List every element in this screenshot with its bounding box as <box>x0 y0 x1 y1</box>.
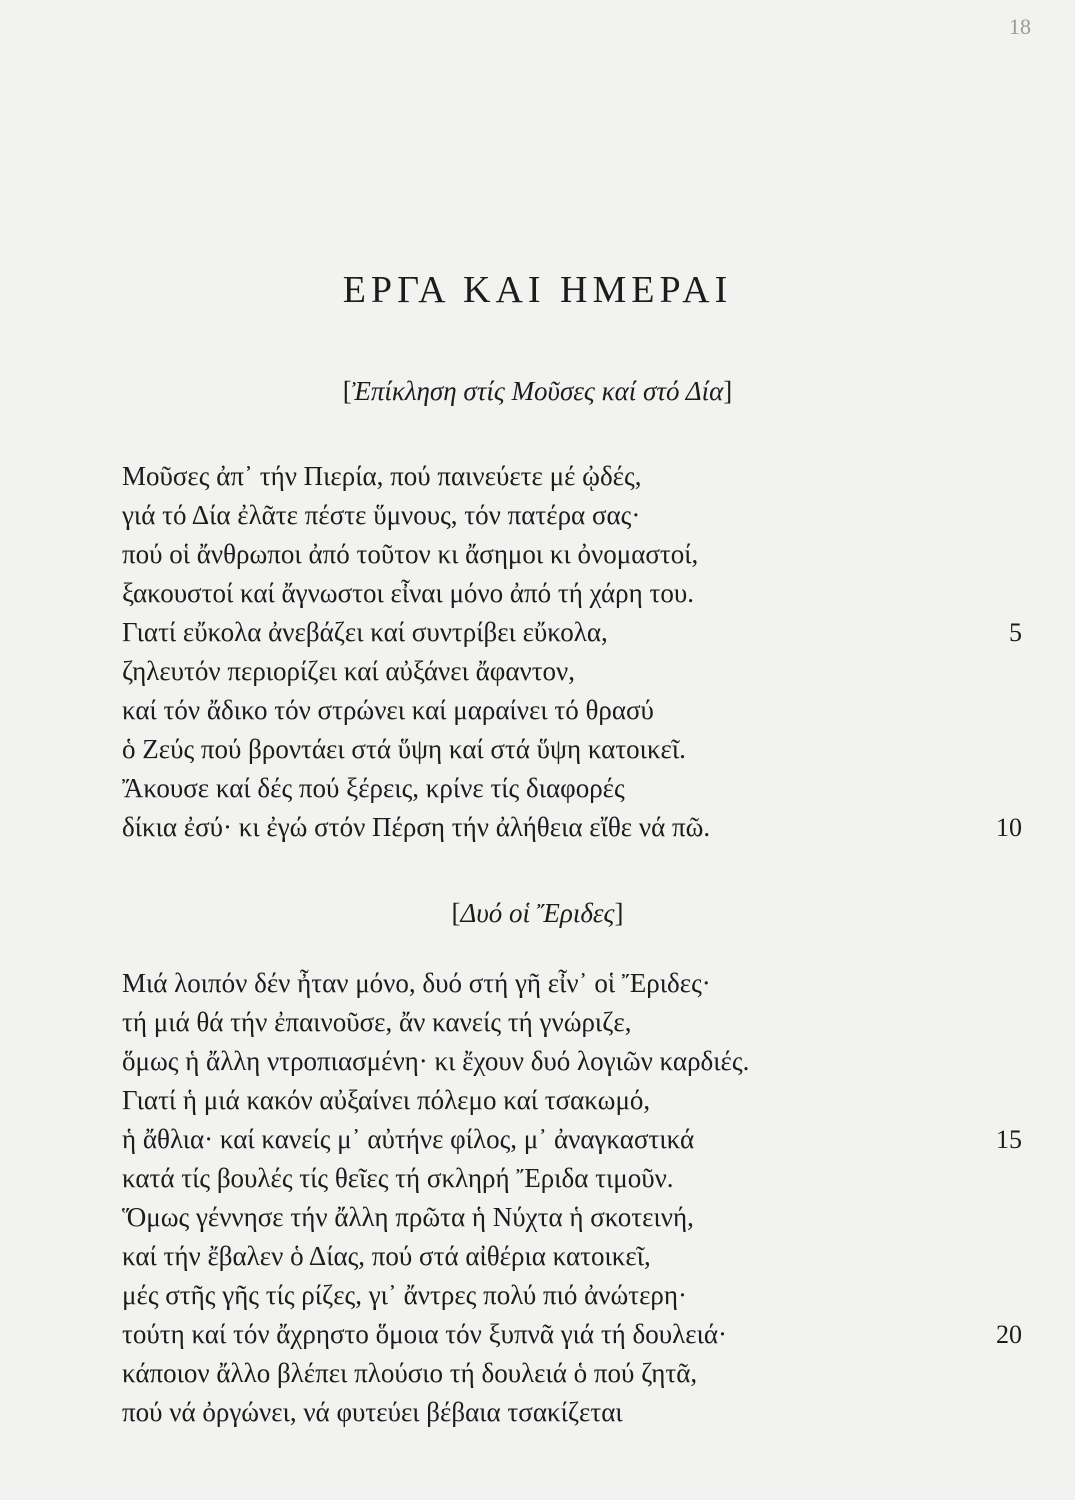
verse-block-invocation <box>122 457 1022 847</box>
verse-line <box>122 1120 1022 1159</box>
verse-line <box>122 613 1022 652</box>
verse-line <box>122 1276 1022 1315</box>
line-number: 5 <box>1009 618 1022 647</box>
verse-line-text: τή μιά θά τήν ἐπαινοῦσε, ἄν κανείς τή γνώριζε, <box>122 1007 632 1037</box>
verse-line-text: καί τόν ἄδικο τόν στρώνει καί μαραίνει τό θρασύ <box>122 695 654 725</box>
verse-line-text: Μιά λοιπόν δέν ἦταν μόνο, δυό στή γῆ εἶν᾽ οἱ Ἔριδες· <box>122 968 711 998</box>
verse-line <box>122 1003 1022 1042</box>
line-number: 20 <box>996 1320 1022 1349</box>
verse-line-text: γιά τό Δία ἐλᾶτε πέστε ὕμνους, τόν πατέρα σας· <box>122 500 641 530</box>
verse-line <box>122 808 1022 847</box>
verse-line <box>122 691 1022 730</box>
verse-line <box>122 1354 1022 1393</box>
verse-block-erides <box>122 964 1022 1432</box>
verse-line-text: δίκια ἐσύ· κι ἐγώ στόν Πέρση τήν ἀλήθεια εἴθε νά πῶ. <box>122 812 711 842</box>
verse-line-text: ὅμως ἡ ἄλλη ντροπιασμένη· κι ἔχουν δυό λογιῶν καρδιές. <box>122 1046 750 1076</box>
verse-line-text: μές στῆς γῆς τίς ρίζες, γι᾽ ἄντρες πολύ πιό ἀνώτερη· <box>122 1280 688 1310</box>
verse-line-text: Ὅμως γέννησε τήν ἄλλη πρῶτα ἡ Νύχτα ἡ σκοτεινή, <box>122 1202 694 1232</box>
section-heading-invocation: [Ἐπίκληση στίς Μοῦσες καί στό Δία] <box>342 376 733 406</box>
section-heading-text: Ἐπίκληση στίς Μοῦσες καί στό Δία <box>351 376 724 406</box>
verse-line-text: καί τήν ἔβαλεν ὁ Δίας, πού στά αἰθέρια κατοικεῖ, <box>122 1241 651 1271</box>
verse-line-text: ξακουστοί καί ἄγνωστοι εἶναι μόνο ἀπό τή χάρη του. <box>122 578 694 608</box>
verse-line-text: ζηλευτόν περιορίζει καί αὐξάνει ἄφαντον, <box>122 656 576 686</box>
verse-line-text: ὁ Ζεύς πού βροντάει στά ὕψη καί στά ὕψη κατοικεῖ. <box>122 734 686 764</box>
verse-line-text: Ἄκουσε καί δές πού ξέρεις, κρίνε τίς διαφορές <box>122 773 625 803</box>
verse-line <box>122 1198 1022 1237</box>
verse-line <box>122 496 1022 535</box>
verse-line-text: κατά τίς βουλές τίς θεῖες τή σκληρή Ἔριδα τιμοῦν. <box>122 1163 674 1193</box>
verse-line <box>122 1315 1022 1354</box>
verse-line <box>122 964 1022 1003</box>
verse-line-text: πού οἱ ἄνθρωποι ἀπό τοῦτον κι ἄσημοι κι ὀνομαστοί, <box>122 539 699 569</box>
verse-line-text: Γιατί εὔκολα ἀνεβάζει καί συντρίβει εὔκολα, <box>122 617 608 647</box>
verse-line <box>122 769 1022 808</box>
verse-line-text: κάποιον ἄλλο βλέπει πλούσιο τή δουλειά ὁ πού ζητᾶ, <box>122 1358 698 1388</box>
section-heading-erides: [Δυό οἱ Ἔριδες] <box>451 898 624 928</box>
verse-line-text: ἡ ἄθλια· καί κανείς μ᾽ αὐτήνε φίλος, μ᾽ ἀναγκαστικά <box>122 1124 695 1154</box>
verse-line <box>122 1393 1022 1432</box>
verse-line <box>122 535 1022 574</box>
line-number: 15 <box>996 1125 1022 1154</box>
verse-line-text: τούτη καί τόν ἄχρηστο ὅμοια τόν ξυπνᾶ γιά τή δουλειά· <box>122 1319 727 1349</box>
verse-line <box>122 652 1022 691</box>
verse-line <box>122 730 1022 769</box>
verse-line-text: Γιατί ἡ μιά κακόν αὐξαίνει πόλεμο καί τσακωμό, <box>122 1085 651 1115</box>
section-heading-text: Δυό οἱ Ἔριδες <box>460 898 615 928</box>
verse-line-text: Μοῦσες ἀπ᾽ τήν Πιερία, πού παινεύετε μέ ᾠδές, <box>122 461 642 491</box>
verse-line <box>122 1042 1022 1081</box>
page-number: 18 <box>1009 14 1031 39</box>
verse-line <box>122 1237 1022 1276</box>
verse-line <box>122 1081 1022 1120</box>
verse-line <box>122 457 1022 496</box>
page-title: ΕΡΓΑ ΚΑΙ ΗΜΕΡΑΙ <box>342 269 733 311</box>
verse-line <box>122 574 1022 613</box>
verse-line <box>122 1159 1022 1198</box>
line-number: 10 <box>996 813 1022 842</box>
verse-line-text: πού νά ὀργώνει, νά φυτεύει βέβαια τσακίζεται <box>122 1397 623 1427</box>
